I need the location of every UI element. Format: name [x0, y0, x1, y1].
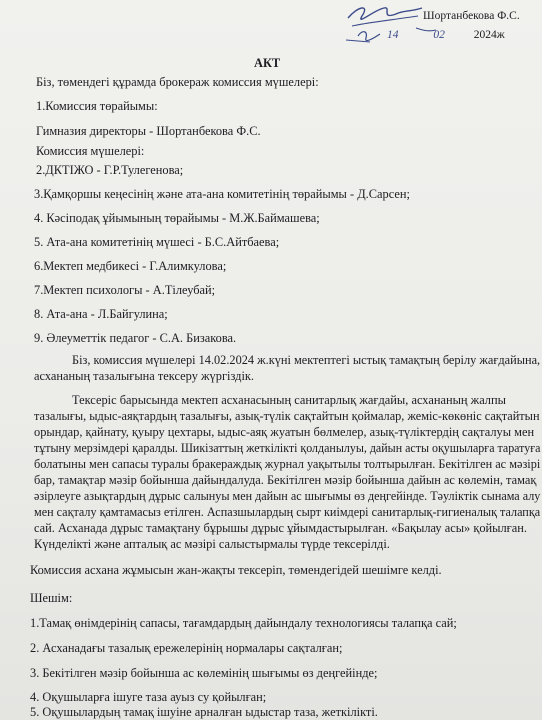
decision-item: 5. Оқушылардың тамақ ішуіне арналған ыдыстар таза, жеткілікті.	[30, 705, 378, 719]
paragraph-2-line: бар, тамақтар мәзір бойынша дайындалуда. Бекітілген мәзір бойынша дайын ас көлемін, тамақ	[34, 473, 537, 487]
approval-date	[387, 28, 505, 43]
chair-heading: 1.Комиссия төрайымы:	[36, 99, 158, 113]
decision-item: 3. Бекітілген мәзір бойынша ас көлемінің шығымы өз деңгейінде;	[30, 666, 378, 680]
approver-name: Шортанбекова Ф.С.	[423, 10, 520, 22]
paragraph-2-line: болатыны мен сапасы туралы бракераждық журнал уақытылы толтырылған. Бекітілген ас мәзірі	[34, 457, 541, 471]
paragraph-2-line: тазалығы, ыдыс-аяқтардың тазалығы, азық-түлік сақтайтын қоймалар, жеміс-көкөніс сақтайтын	[34, 409, 540, 423]
member-item: 9. Әлеуметтік педагог - С.А. Бизакова.	[34, 331, 237, 345]
paragraph-2-line: мен сақталу қамтамасыз етілген. Аспазшылардың сырт киімдері санитарлық-гигиеналық талапқа	[34, 505, 541, 519]
paragraph-2-line: әзірлеуге азықтардың дұрыс салынуы мен дайын ас шығымы өз деңгейінде. Тәуліктік сынама алу	[34, 489, 541, 503]
paragraph-2-line: сай. Асханада дұрыс тамақтану бұрышы дұрыс ұйымдастырылған. «Бақылау асы» қойылған.	[34, 521, 527, 535]
decision-item: 2. Асханадағы тазалық ережелерінің нормалары сақталған;	[30, 641, 343, 655]
intro-text: Біз, төмендегі құрамда брокераж комиссия мүшелері:	[36, 75, 319, 89]
paragraph-2-line: тұтыну мерзімдері қаралды. Шикізаттың жеткілікті қолданылуы, дайын асты оқушыларға таратуға	[34, 441, 541, 455]
paragraph-2-line: орындар, қайнату, қуыру цехтары, ыдыс-аяқ жуатын бөлмелер, азық-түліктердің сақталуы мен	[34, 425, 535, 439]
decision-item: 1.Тамақ өнімдерінің сапасы, тағамдардың дайындалу технологиясы талапқа сай;	[30, 616, 457, 630]
members-heading: Комиссия мүшелері:	[36, 144, 145, 158]
paragraph-1-line: Біз, комиссия мүшелері 14.02.2024 ж.күні мектептегі ыстық тамақтың берілу жағдайына,	[72, 353, 541, 367]
paragraph-2-line: Күнделікті және апталық ас мәзірі салыстырмалы түрде тексерілді.	[34, 537, 390, 551]
paragraph-2-line: Тексеріс барысында мектеп асханасының санитарлық жағдайы, асхананың жалпы	[72, 393, 506, 407]
member-item: 6.Мектеп медбикесі - Г.Алимкулова;	[34, 259, 227, 273]
chair-line: Гимназия директоры - Шортанбекова Ф.С.	[36, 124, 261, 138]
date-month: 02	[433, 29, 445, 41]
member-item: 7.Мектеп психологы - А.Тілеубай;	[34, 283, 216, 297]
date-day: 14	[387, 29, 399, 41]
decision-item: 4. Оқушыларға ішуге таза ауыз су қойылған;	[30, 690, 267, 704]
paragraph-1-line: асхананың тазалығына тексеру жүргіздік.	[34, 369, 255, 383]
date-year: 2024ж	[473, 29, 505, 41]
conclusion-text: Комиссия асхана жұмысын жан-жақты тексеріп, төмендегідей шешімге келді.	[30, 563, 442, 577]
member-item: 2.ДКТІЖО - Г.Р.Тулегенова;	[36, 163, 184, 177]
document-title: АКТ	[254, 56, 281, 70]
member-item: 8. Ата-ана - Л.Байгулина;	[34, 307, 168, 321]
member-item: 5. Ата-ана комитетінің мүшесі - Б.С.Айтбаева;	[34, 235, 280, 249]
member-item: 4. Кәсіподақ ұйымының төрайымы - М.Ж.Баймашева;	[34, 211, 320, 225]
member-item: 3.Қамқоршы кеңесінің және ата-ана комитетінің төрайымы - Д.Сарсен;	[34, 187, 410, 201]
decision-heading: Шешім:	[30, 591, 73, 605]
